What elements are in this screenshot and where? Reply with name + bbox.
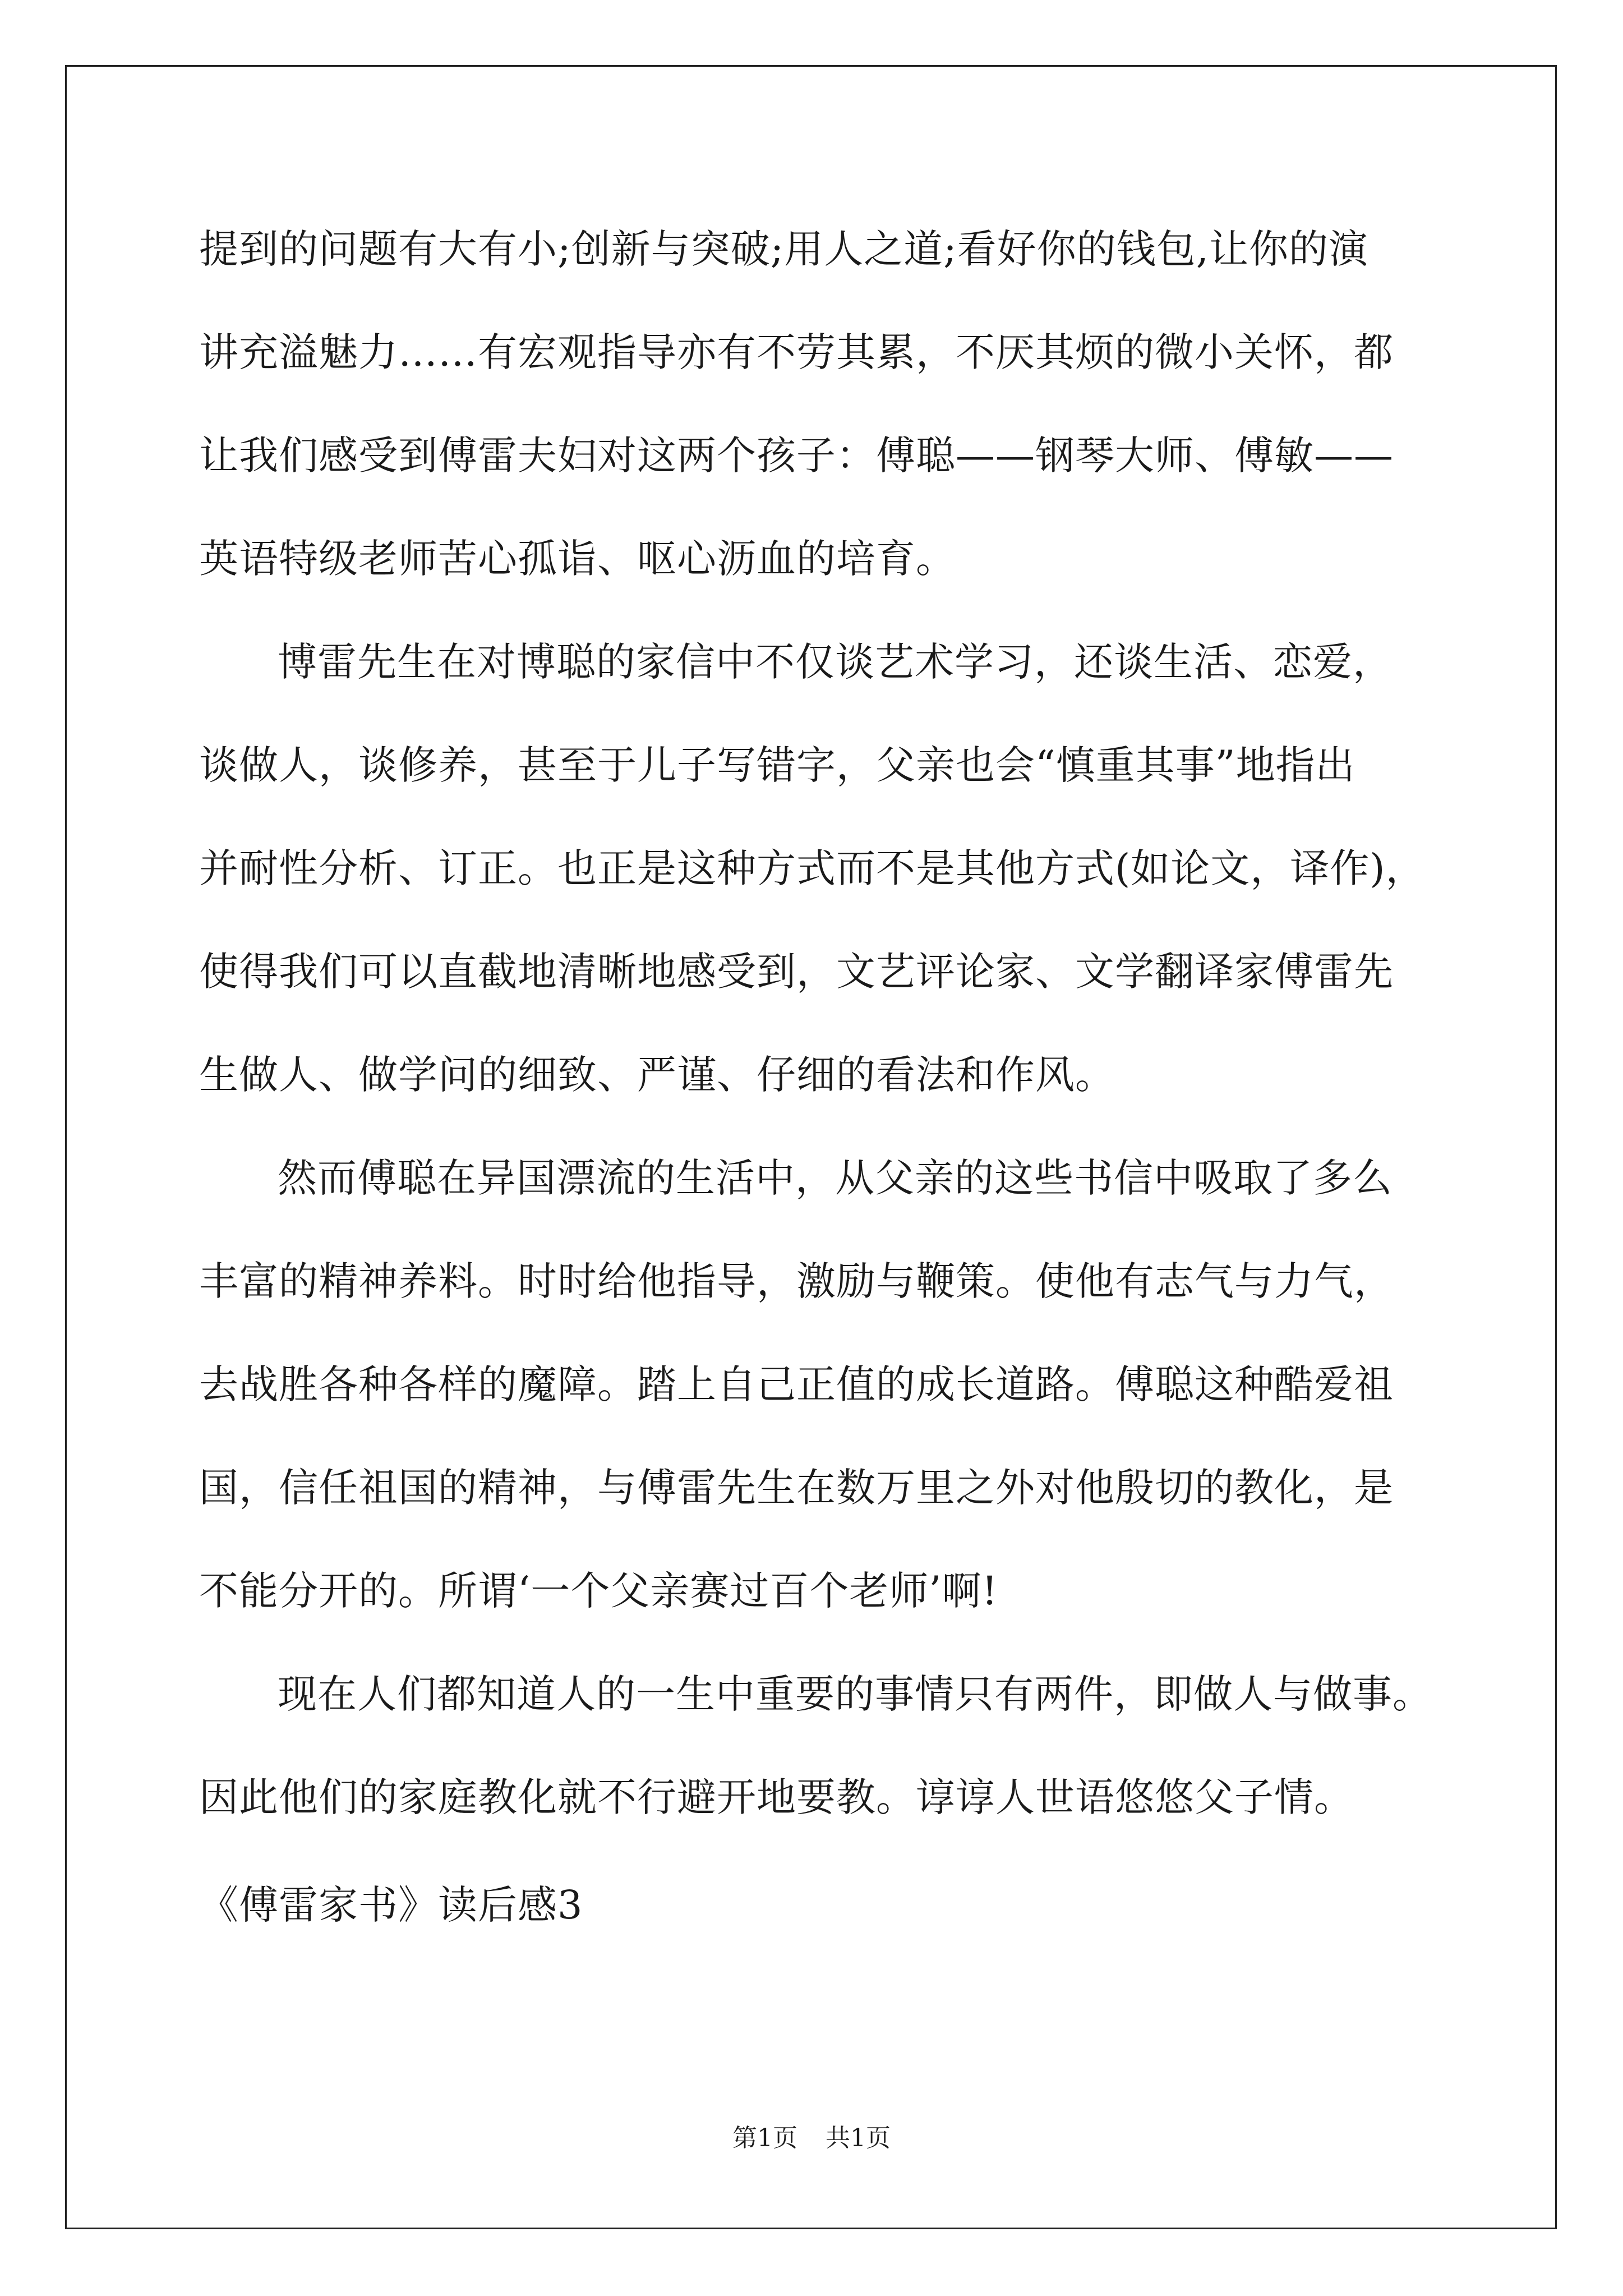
text-line: 英语特级老师苦心孤诣、呕心沥血的培育。 — [199, 536, 956, 582]
page-number: 第1页 — [732, 2124, 797, 2152]
paragraph-start-line: 然而傅聪在异国漂流的生活中，从父亲的这些书信中吸取了多么 — [278, 1155, 1393, 1201]
text-line: 国，信任祖国的精神，与傅雷先生在数万里之外对他殷切的教化，是 — [199, 1465, 1394, 1511]
text-line: 提到的问题有大有小;创新与突破;用人之道;看好你的钱包,让你的演 — [199, 226, 1369, 272]
text-line: 生做人、做学问的细致、严谨、仔细的看法和作风。 — [199, 1052, 1115, 1098]
page-total: 共1页 — [826, 2124, 891, 2152]
text-line: 因此他们的家庭教化就不行避开地要教。谆谆人世语悠悠父子情。 — [199, 1774, 1354, 1820]
text-line: 不能分开的。所谓‘一个父亲赛过百个老师’啊! — [199, 1568, 998, 1614]
text-line: 谈做人，谈修养，甚至于儿子写错字，父亲也会“慎重其事”地指出 — [199, 742, 1355, 788]
paragraph-start-line: 博雷先生在对博聪的家信中不仅谈艺术学习，还谈生活、恋爱， — [278, 639, 1393, 685]
section-heading: 《傅雷家书》读后感3 — [199, 1882, 583, 1928]
page-footer — [0, 2118, 1623, 2154]
text-line: 并耐性分析、订正。也正是这种方式而不是其他方式(如论文，译作)， — [199, 845, 1426, 891]
paragraph-start-line: 现在人们都知道人的一生中重要的事情只有两件，即做人与做事。 — [278, 1671, 1432, 1717]
text-line: 讲充溢魅力……有宏观指导亦有不劳其累，不厌其烦的微小关怀，都 — [199, 329, 1394, 375]
text-line: 使得我们可以直截地清晰地感受到，文艺评论家、文学翻译家傅雷先 — [199, 949, 1394, 995]
text-line: 丰富的精神养料。时时给他指导，激励与鞭策。使他有志气与力气， — [199, 1258, 1394, 1304]
text-line: 让我们感受到傅雷夫妇对这两个孩子：傅聪——钢琴大师、傅敏—— — [199, 432, 1394, 478]
document-body — [199, 197, 1461, 1957]
text-line: 去战胜各种各样的魔障。踏上自己正值的成长道路。傅聪这种酷爱祖 — [199, 1361, 1394, 1407]
